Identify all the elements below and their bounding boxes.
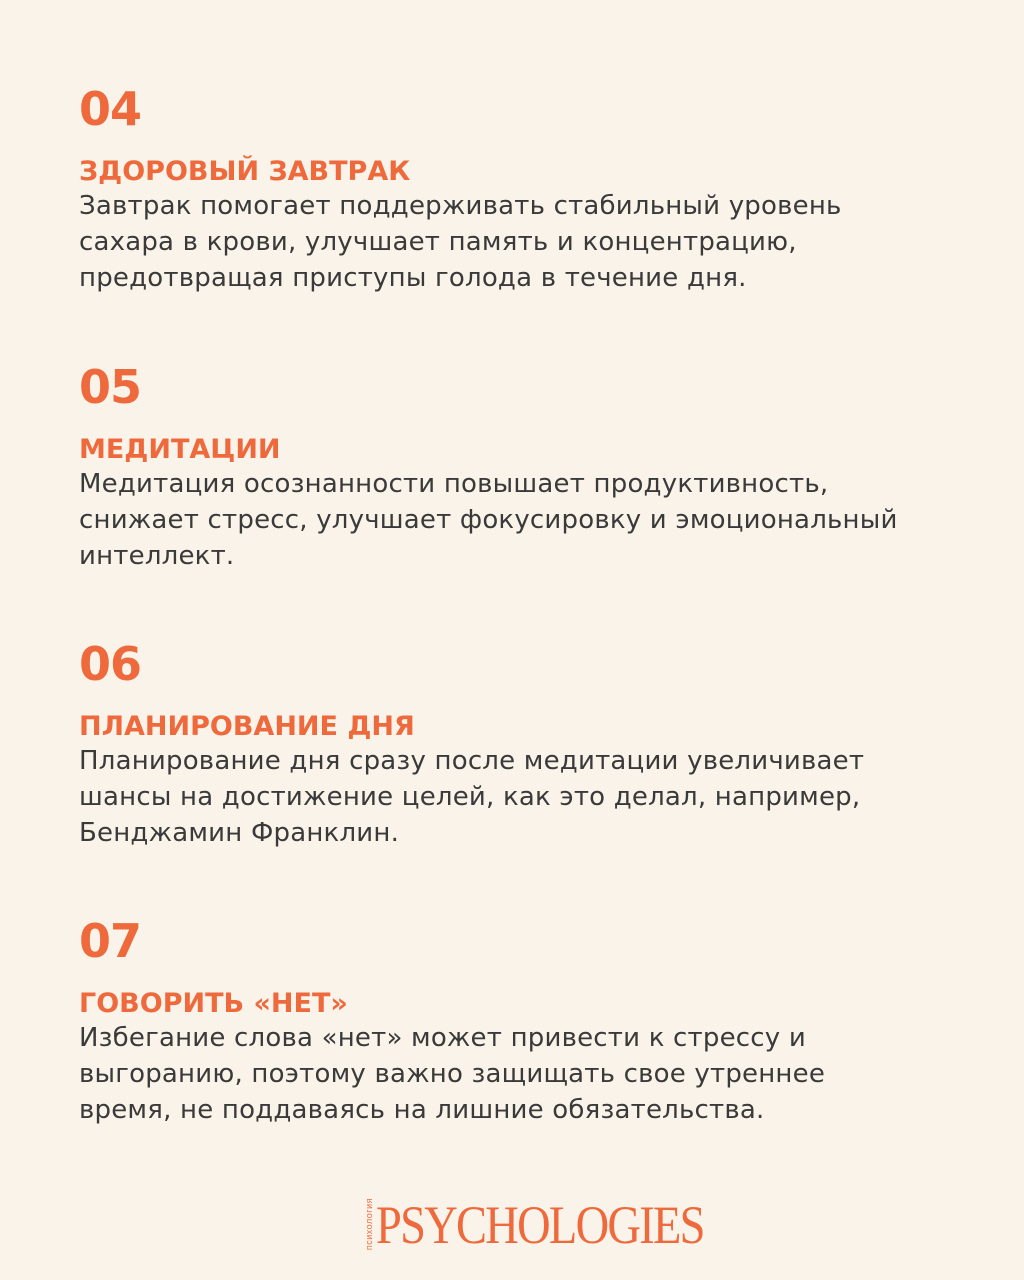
section-06 <box>79 637 979 851</box>
logo-wordmark: PSYCHOLOGIES <box>376 1195 704 1255</box>
section-body: Медитация осознанности повышает продуктивность, снижает стресс, улучшает фокусировку и эмоциональный интеллект. <box>79 469 898 571</box>
logo-subtitle: психология <box>364 1197 374 1250</box>
section-05 <box>79 360 979 574</box>
section-number: 06 <box>79 637 142 691</box>
section-number: 07 <box>79 914 142 968</box>
section-title: ПЛАНИРОВАНИЕ ДНЯ <box>79 711 415 742</box>
section-body: Планирование дня сразу после медитации увеличивает шансы на достижение целей, как это делал, например, Бенджамин Франклин. <box>79 746 865 848</box>
section-number: 04 <box>79 82 142 136</box>
section-07 <box>79 914 979 1128</box>
section-number: 05 <box>79 360 142 414</box>
psychologies-logo <box>364 1195 757 1255</box>
section-title: ГОВОРИТЬ «НЕТ» <box>79 988 348 1019</box>
section-body: Завтрак помогает поддерживать стабильный уровень сахара в крови, улучшает память и концентрацию, предотвращая приступы голода в течение дня. <box>79 191 842 293</box>
section-title: ЗДОРОВЫЙ ЗАВТРАК <box>79 156 411 187</box>
section-04 <box>79 82 979 296</box>
section-title: МЕДИТАЦИИ <box>79 434 281 465</box>
section-body: Избегание слова «нет» может привести к стрессу и выгоранию, поэтому важно защищать свое утреннее время, не поддаваясь на лишние обязательства. <box>79 1023 826 1125</box>
